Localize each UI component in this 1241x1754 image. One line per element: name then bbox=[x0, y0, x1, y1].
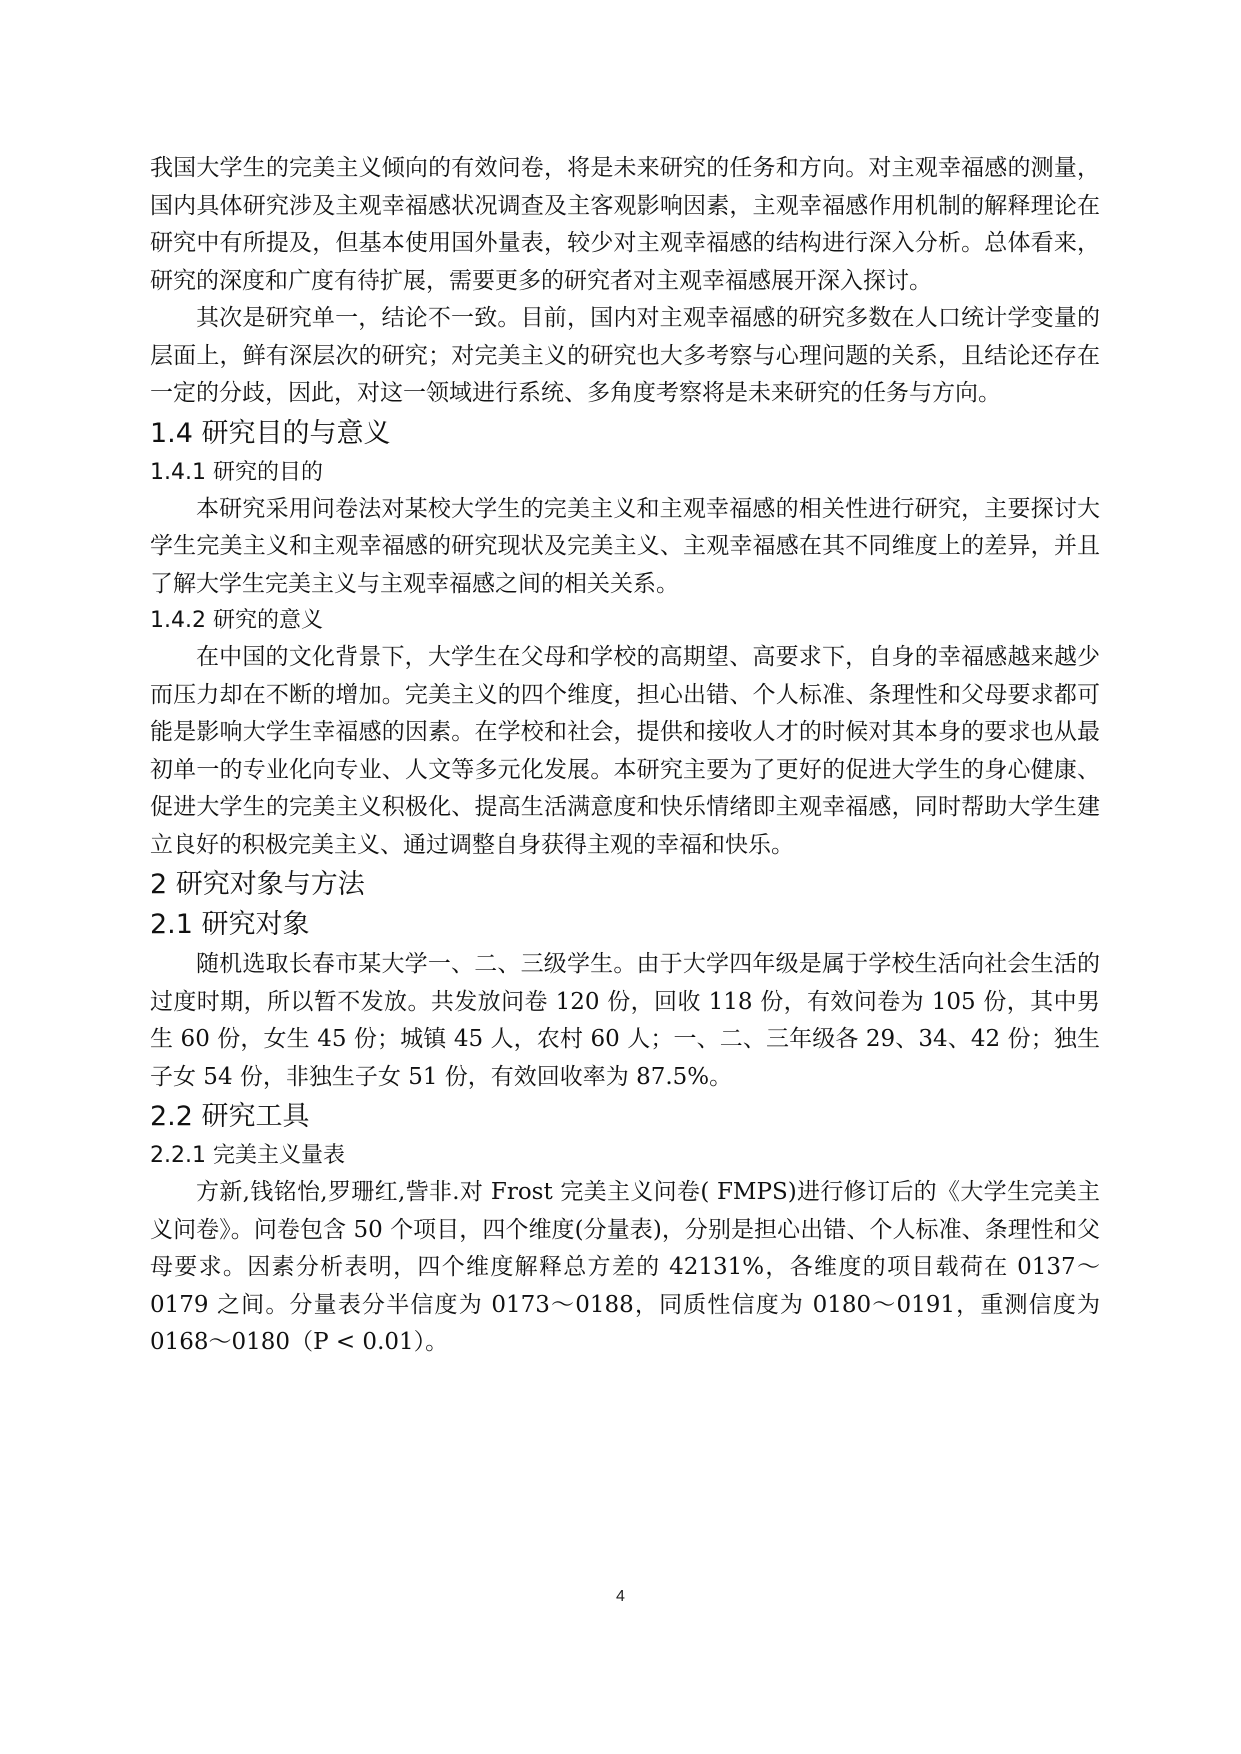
paragraph-perfectionism-scale: 方新,钱铭怡,罗珊红,訾非.对 Frost 完美主义问卷( FMPS)进行修订后的《大学生完美主义问卷》。问卷包含 50 个项目，四个维度(分量表)，分别是担心出错、个人标准、条理性和父母要求。因素分析表明，四个维度解释总方差的 42131%，各维度的项目载荷在 0137～0179 之间。分量表分半信度为 0173～0188，同质性信度为 0180～0191，重测信度为 0168～0180（P < 0.01）。 bbox=[150, 1179, 1100, 1355]
paragraph-research-purpose: 本研究采用问卷法对某校大学生的完美主义和主观幸福感的相关性进行研究，主要探讨大学生完美主义和主观幸福感的研究现状及完美主义、主观幸福感在其不同维度上的差异，并且了解大学生完美主义与主观幸福感之间的相关关系。 bbox=[150, 495, 1100, 597]
heading-2-1: 2.1 研究对象 bbox=[150, 909, 310, 940]
heading-1-4-2: 1.4.2 研究的意义 bbox=[150, 608, 323, 633]
heading-1-4-1: 1.4.1 研究的目的 bbox=[150, 459, 323, 485]
heading-2-2-1: 2.2.1 完美主义量表 bbox=[150, 1143, 345, 1168]
document-body bbox=[150, 150, 1100, 1362]
heading-1-4: 1.4 研究目的与意义 bbox=[150, 417, 391, 449]
page-number: 4 bbox=[616, 1588, 625, 1605]
paragraph-research-subjects: 随机选取长春市某大学一、二、三级学生。由于大学四年级是属于学校生活向社会生活的过度时期，所以暂不发放。共发放问卷 120 份，回收 118 份，有效问卷为 105 份，其中男生 60 份，女生 45 份；城镇 45 人，农村 60 人；一、二、三年级各 29、34、42 份；独生子女 54 份，非独生子女 51 份，有效回收率为 87.5%。 bbox=[150, 951, 1100, 1090]
paragraph-research-limitations: 其次是研究单一，结论不一致。目前，国内对主观幸福感的研究多数在人口统计学变量的层面上，鲜有深层次的研究；对完美主义的研究也大多考察与心理问题的关系，且结论还存在一定的分歧，因此，对这一领域进行系统、多角度考察将是未来研究的任务与方向。 bbox=[150, 305, 1100, 406]
heading-2: 2 研究对象与方法 bbox=[150, 869, 365, 900]
heading-2-2: 2.2 研究工具 bbox=[150, 1101, 310, 1132]
paragraph-research-significance: 在中国的文化背景下，大学生在父母和学校的高期望、高要求下，自身的幸福感越来越少而压力却在不断的增加。完美主义的四个维度，担心出错、个人标准、条理性和父母要求都可能是影响大学生幸福感的因素。在学校和社会，提供和接收人才的时候对其本身的要求也从最初单一的专业化向专业、人文等多元化发展。本研究主要为了更好的促进大学生的身心健康、促进大学生的完美主义积极化、提高生活满意度和快乐情绪即主观幸福感，同时帮助大学生建立良好的积极完美主义、通过调整自身获得主观的幸福和快乐。 bbox=[150, 644, 1100, 858]
paragraph-survey-direction: 我国大学生的完美主义倾向的有效问卷，将是未来研究的任务和方向。对主观幸福感的测量，国内具体研究涉及主观幸福感状况调查及主客观影响因素，主观幸福感作用机制的解释理论在研究中有所提及，但基本使用国外量表，较少对主观幸福感的结构进行深入分析。总体看来，研究的深度和广度有待扩展，需要更多的研究者对主观幸福感展开深入探讨。 bbox=[150, 155, 1100, 294]
